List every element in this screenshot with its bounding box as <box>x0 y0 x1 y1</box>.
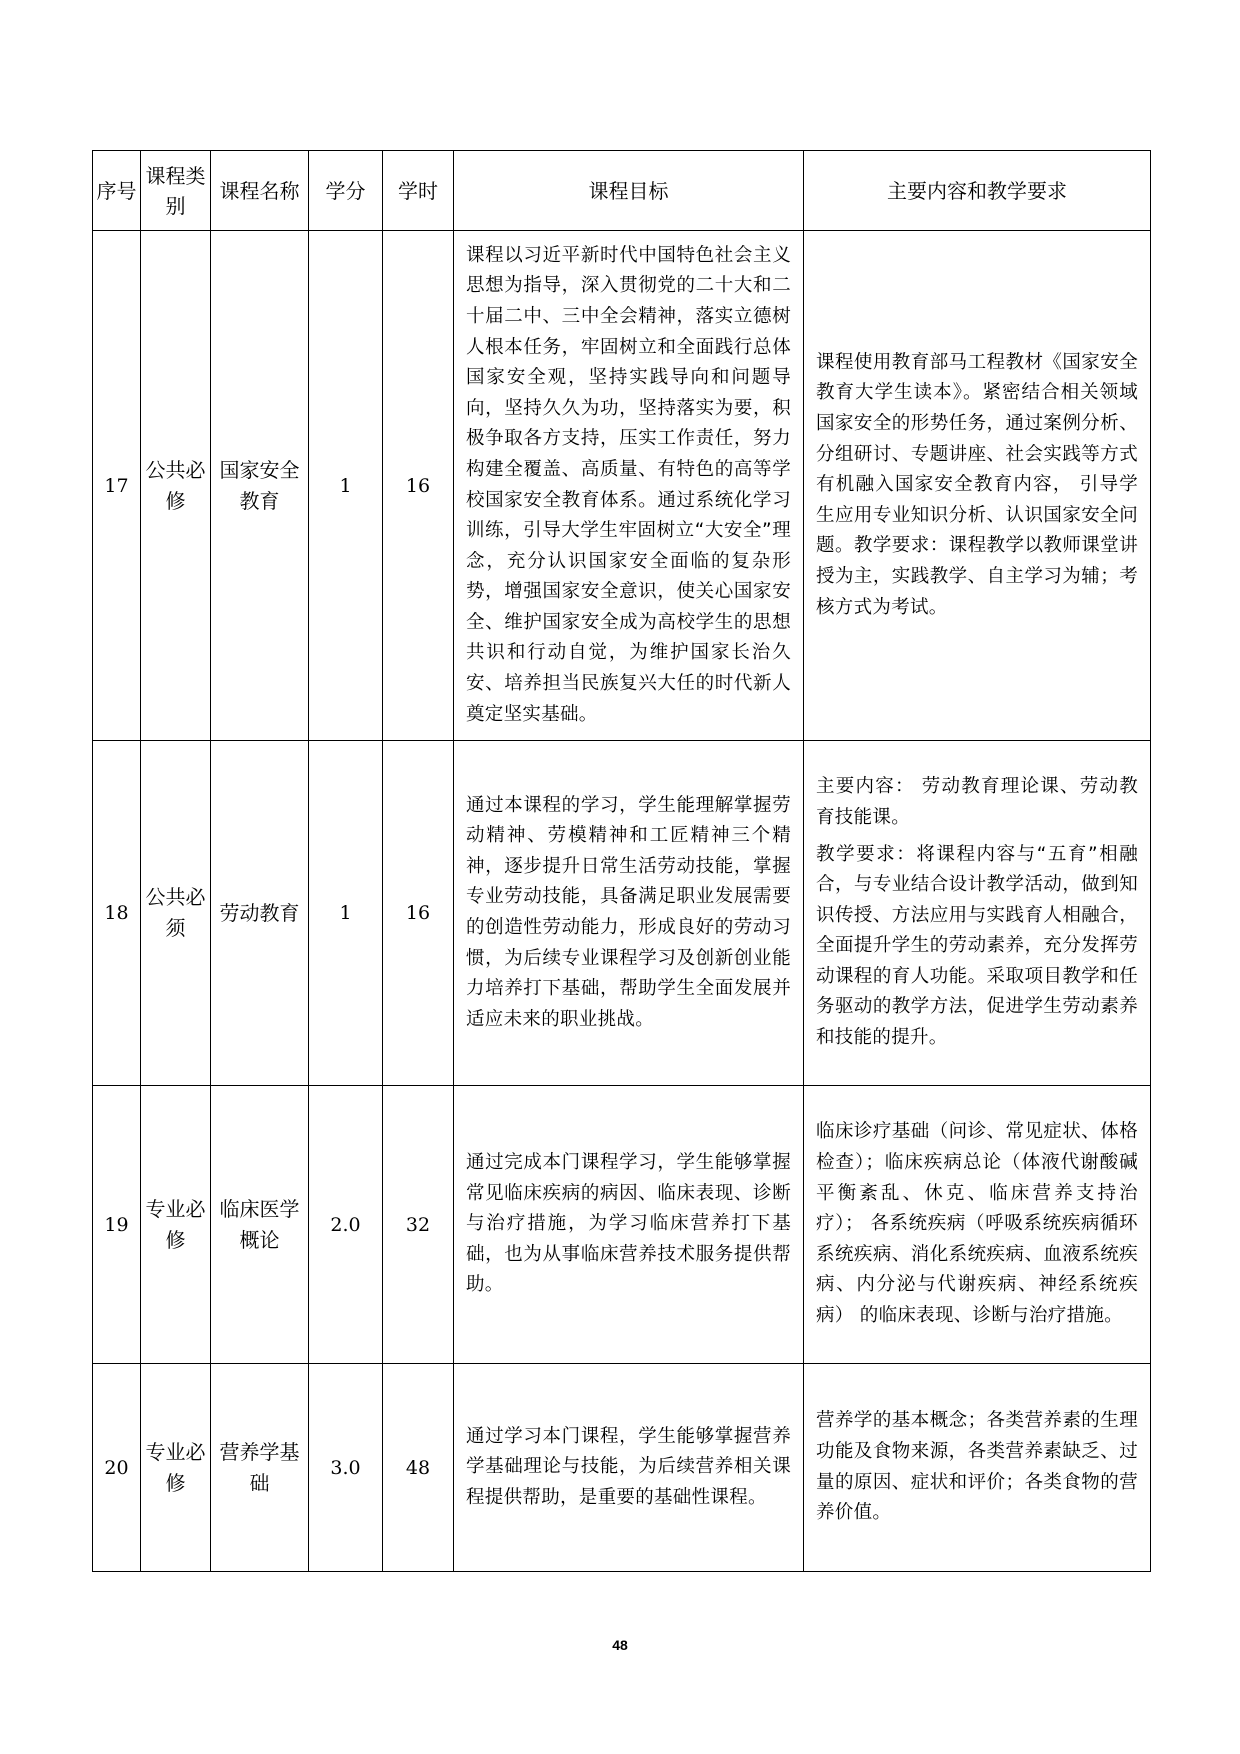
row-objective: 课程以习近平新时代中国特色社会主义思想为指导，深入贯彻党的二十大和二十届二中、三中全会精神，落实立德树人根本任务，牢固树立和全面践行总体国家安全观，坚持实践导向和问题导向，坚持久久为功，坚持落实为要，积极争取各方支持，压实工作责任，努力构建全覆盖、高质量、有特色的高等学校国家安全教育体系。通过系统化学习训练，引导大学生牢固树立“大安全”理念，充分认识国家安全面临的复杂形势，增强国家安全意识，使关心国家安全、维护国家安全成为高校学生的思想共识和行动自觉，为维护国家长治久安、培养担当民族复兴大任的时代新人奠定坚实基础。 <box>454 231 804 741</box>
row-objective: 通过学习本门课程，学生能够掌握营养学基础理论与技能，为后续营养相关课程提供帮助，是重要的基础性课程。 <box>454 1364 804 1572</box>
row-category: 公共必须 <box>141 741 211 1086</box>
row-content <box>804 231 1151 741</box>
row-credits: 1 <box>309 231 383 741</box>
row-name: 临床医学概论 <box>211 1086 309 1364</box>
row-category: 专业必修 <box>141 1086 211 1364</box>
course-table <box>92 150 1151 1572</box>
row-content-paragraph: 主要内容： 劳动教育理论课、劳动教育技能课。 <box>816 776 1138 828</box>
table-row <box>93 741 1151 1086</box>
row-hours: 16 <box>383 231 454 741</box>
row-hours: 48 <box>383 1364 454 1572</box>
header-credits: 学分 <box>309 151 383 231</box>
page-number: 48 <box>612 1637 628 1653</box>
header-name: 课程名称 <box>211 151 309 231</box>
row-index: 20 <box>93 1364 141 1572</box>
row-index: 17 <box>93 231 141 741</box>
row-category: 公共必修 <box>141 231 211 741</box>
table-row <box>93 1086 1151 1364</box>
row-name: 国家安全教育 <box>211 231 309 741</box>
row-index: 19 <box>93 1086 141 1364</box>
row-name: 劳动教育 <box>211 741 309 1086</box>
row-content-paragraph: 课程使用教育部马工程教材《国家安全教育大学生读本》。紧密结合相关领域国家安全的形势任务，通过案例分析、分组研讨、专题讲座、社会实践等方式有机融入国家安全教育内容， 引导学生应用专业知识分析、认识国家安全问题。教学要求：课程教学以教师课堂讲授为主，实践教学、自主学习为辅；考核方式为考试。 <box>816 351 1138 618</box>
header-content: 主要内容和教学要求 <box>804 151 1151 231</box>
row-content-paragraph: 临床诊疗基础（问诊、常见症状、体格检查）；临床疾病总论（体液代谢酸碱平衡紊乱、休克、临床营养支持治疗）； 各系统疾病（呼吸系统疾病循环系统疾病、消化系统疾病、血液系统疾病、内分泌与代谢疾病、神经系统疾病） 的临床表现、诊断与治疗措施。 <box>816 1121 1138 1326</box>
row-content <box>804 1364 1151 1572</box>
row-content-paragraph: 营养学的基本概念；各类营养素的生理功能及食物来源，各类营养素缺乏、过量的原因、症状和评价；各类食物的营养价值。 <box>816 1410 1138 1524</box>
row-content-paragraph: 教学要求：将课程内容与“五育”相融合，与专业结合设计教学活动，做到知识传授、方法应用与实践育人相融合，全面提升学生的劳动素养，充分发挥劳动课程的育人功能。采取项目教学和任务驱动的教学方法，促进学生劳动素养和技能的提升。 <box>816 843 1138 1049</box>
header-index: 序号 <box>93 151 141 231</box>
header-hours: 学时 <box>383 151 454 231</box>
header-category: 课程类别 <box>141 151 211 231</box>
row-name: 营养学基础 <box>211 1364 309 1572</box>
table-header-row <box>93 151 1151 231</box>
row-objective: 通过本课程的学习，学生能理解掌握劳动精神、劳模精神和工匠精神三个精神，逐步提升日常生活劳动技能，掌握专业劳动技能，具备满足职业发展需要的创造性劳动能力，形成良好的劳动习惯，为后续专业课程学习及创新创业能力培养打下基础，帮助学生全面发展并适应未来的职业挑战。 <box>454 741 804 1086</box>
row-credits: 3.0 <box>309 1364 383 1572</box>
header-objective: 课程目标 <box>454 151 804 231</box>
row-category: 专业必修 <box>141 1364 211 1572</box>
row-credits: 1 <box>309 741 383 1086</box>
table-row <box>93 231 1151 741</box>
row-credits: 2.0 <box>309 1086 383 1364</box>
row-hours: 32 <box>383 1086 454 1364</box>
row-objective: 通过完成本门课程学习，学生能够掌握常见临床疾病的病因、临床表现、诊断与治疗措施，为学习临床营养打下基础，也为从事临床营养技术服务提供帮助。 <box>454 1086 804 1364</box>
row-content <box>804 741 1151 1086</box>
row-hours: 16 <box>383 741 454 1086</box>
row-index: 18 <box>93 741 141 1086</box>
table-row <box>93 1364 1151 1572</box>
row-content <box>804 1086 1151 1364</box>
